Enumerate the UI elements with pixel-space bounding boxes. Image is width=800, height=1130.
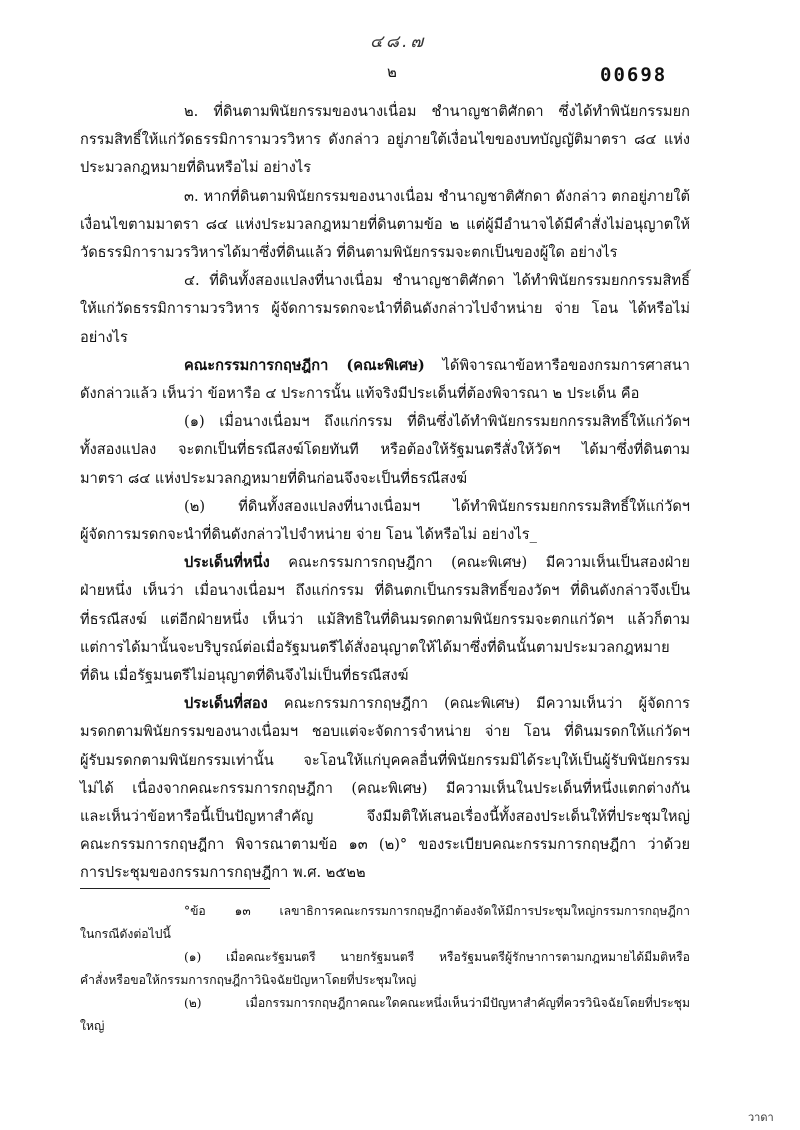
body-line: ประเด็นที่สอง คณะกรรมการกฤษฎีกา (คณะพิเศษ) มีความเห็นว่า ผู้จัดการ [184, 695, 690, 713]
body-bold-lead: ประเด็นที่หนึ่ง [184, 554, 270, 572]
body-line: ๔. ที่ดินทั้งสองแปลงที่นางเนื่อม ชำนาญชาติศักดา ได้ทำพินัยกรรมยกกรรมสิทธิ์ [184, 272, 690, 290]
body-bold-lead: คณะกรรมการกฤษฎีกา (คณะพิเศษ) [184, 356, 425, 374]
body-line: การประชุมของกรรมการกฤษฎีกา พ.ศ. ๒๕๒๒ [80, 864, 366, 882]
body-line: ประมวลกฎหมายที่ดินหรือไม่ อย่างไร [80, 159, 312, 177]
body-bold-lead: ประเด็นที่สอง [184, 695, 268, 713]
body-line: เงื่อนไขตามมาตรา ๘๔ แห่งประมวลกฎหมายที่ดินตามข้อ ๒ แต่ผู้มีอำนาจได้มีคำสั่งไม่อนุญาตให้ [80, 215, 690, 233]
body-line: และเห็นว่าข้อหารือนี้เป็นปัญหาสำคัญ จึงมีมติให้เสนอเรื่องนี้ทั้งสองประเด็นให้ที่ประชุมใหญ่ [80, 808, 690, 826]
body-line: มาตรา ๘๔ แห่งประมวลกฎหมายที่ดินก่อนจึงจะเป็นที่ธรณีสงฆ์ [80, 469, 468, 487]
body-line: อย่างไร [80, 328, 128, 346]
document-body [80, 98, 690, 888]
body-line: (๒) ที่ดินทั้งสองแปลงที่นางเนื่อมฯ ได้ทำพินัยกรรมยกกรรมสิทธิ์ให้แก่วัดฯ [184, 497, 690, 515]
body-line: ให้แก่วัดธรรมิการามวรวิหาร ผู้จัดการมรดกจะนำที่ดินดังกล่าวไปจำหน่าย จ่าย โอน ได้หรือไม่ [80, 300, 690, 318]
body-line: วัดธรรมิการามวรวิหารได้มาซึ่งที่ดินแล้ว ที่ดินตามพินัยกรรมจะตกเป็นของผู้ใด อย่างไร [80, 244, 618, 262]
body-line: (๑) เมื่อนางเนื่อมฯ ถึงแก่กรรม ที่ดินซึ่งได้ทำพินัยกรรมยกกรรมสิทธิ์ให้แก่วัดฯ [184, 413, 690, 431]
body-line: ทั้งสองแปลง จะตกเป็นที่ธรณีสงฆ์โดยทันที หรือต้องให้รัฐมนตรีสั่งให้วัดฯ ได้มาซึ่งที่ดินตาม [80, 441, 690, 459]
handwritten-bottom-mark: วาดา [748, 1111, 774, 1124]
body-line: ผู้รับมรดกตามพินัยกรรมเท่านั้น จะโอนให้แก่บุคคลอื่นที่พินัยกรรมมิได้ระบุให้เป็นผู้รับพินัยกรรม [80, 751, 690, 769]
body-line: คณะกรรมการกฤษฎีกา พิจารณาตามข้อ ๑๓ (๒)° ของระเบียบคณะกรรมการกฤษฎีกา ว่าด้วย [80, 836, 690, 854]
body-line: แต่การได้มานั้นจะบริบูรณ์ต่อเมื่อรัฐมนตรีได้สั่งอนุญาตให้ได้มาซึ่งที่ดินนั้นตามประมวลกฎหมาย [80, 638, 670, 656]
body-line: ที่ธรณีสงฆ์ แต่อีกฝ่ายหนึ่ง เห็นว่า แม้สิทธิในที่ดินมรดกตามพินัยกรรมจะตกแก่วัดฯ แล้วก็ตาม [80, 610, 690, 628]
footnote-line: (๑) เมื่อคณะรัฐมนตรี นายกรัฐมนตรี หรือรัฐมนตรีผู้รักษาการตามกฎหมายได้มีมติหรือ [184, 950, 690, 964]
footnote-line: ใหญ่ [80, 1019, 105, 1033]
body-line: คณะกรรมการกฤษฎีกา (คณะพิเศษ) ได้พิจารณาข้อหารือของกรมการศาสนา [184, 356, 690, 374]
footnote-line: ในกรณีดังต่อไปนี้ [80, 927, 171, 941]
footnote-line: คำสั่งหรือขอให้กรรมการกฤษฎีกาวินิจฉัยปัญหาโดยที่ประชุมใหญ่ [80, 973, 417, 987]
body-line: ดังกล่าวแล้ว เห็นว่า ข้อหารือ ๔ ประการนั้น แท้จริงมีประเด็นที่ต้องพิจารณา ๒ ประเด็น คือ [80, 385, 640, 403]
body-line: ไม่ได้ เนื่องจากคณะกรรมการกฤษฎีกา (คณะพิเศษ) มีความเห็นในประเด็นที่หนึ่งแตกต่างกัน [80, 779, 690, 797]
document-number-stamp: 00698 [600, 64, 668, 86]
body-line: มรดกตามพินัยกรรมของนางเนื่อมฯ ชอบแต่จะจัดการจำหน่าย จ่าย โอน ที่ดินมรดกให้แก่วัดฯ [80, 723, 690, 741]
handwritten-mark: ๔๘.๗ [370, 32, 427, 52]
body-line: ผู้จัดการมรดกจะนำที่ดินดังกล่าวไปจำหน่าย จ่าย โอน ได้หรือไม่ อย่างไร_ [80, 526, 537, 544]
page-number: ๒ [387, 63, 397, 81]
body-line: กรรมสิทธิ์ให้แก่วัดธรรมิการามวรวิหาร ดังกล่าว อยู่ภายใต้เงื่อนไขของบทบัญญัติมาตรา ๘๔ แห่ง [80, 131, 690, 149]
footnote-line: (๒) เมื่อกรรมการกฤษฎีกาคณะใดคณะหนึ่งเห็นว่ามีปัญหาสำคัญที่ควรวินิจฉัยโดยที่ประชุม [184, 996, 690, 1010]
body-line: ๓. หากที่ดินตามพินัยกรรมของนางเนื่อม ชำนาญชาติศักดา ดังกล่าว ตกอยู่ภายใต้ [184, 187, 690, 205]
footnote-divider [80, 888, 270, 889]
body-line: ที่ดิน เมื่อรัฐมนตรีไม่อนุญาตที่ดินจึงไม่เป็นที่ธรณีสงฆ์ [80, 667, 409, 685]
body-line: ๒. ที่ดินตามพินัยกรรมของนางเนื่อม ชำนาญชาติศักดา ซึ่งได้ทำพินัยกรรมยก [184, 103, 690, 120]
footnote [80, 900, 690, 1038]
body-line: ฝ่ายหนึ่ง เห็นว่า เมื่อนางเนื่อมฯ ถึงแก่กรรม ที่ดินตกเป็นกรรมสิทธิ์ของวัดฯ ที่ดินดังกล่าวจึงเป็น [80, 582, 690, 600]
footnote-line: °ข้อ ๑๓ เลขาธิการคณะกรรมการกฤษฎีกาต้องจัดให้มีการประชุมใหญ่กรรมการกฤษฎีกา [184, 904, 690, 918]
body-line: ประเด็นที่หนึ่ง คณะกรรมการกฤษฎีกา (คณะพิเศษ) มีความเห็นเป็นสองฝ่าย [184, 554, 690, 572]
